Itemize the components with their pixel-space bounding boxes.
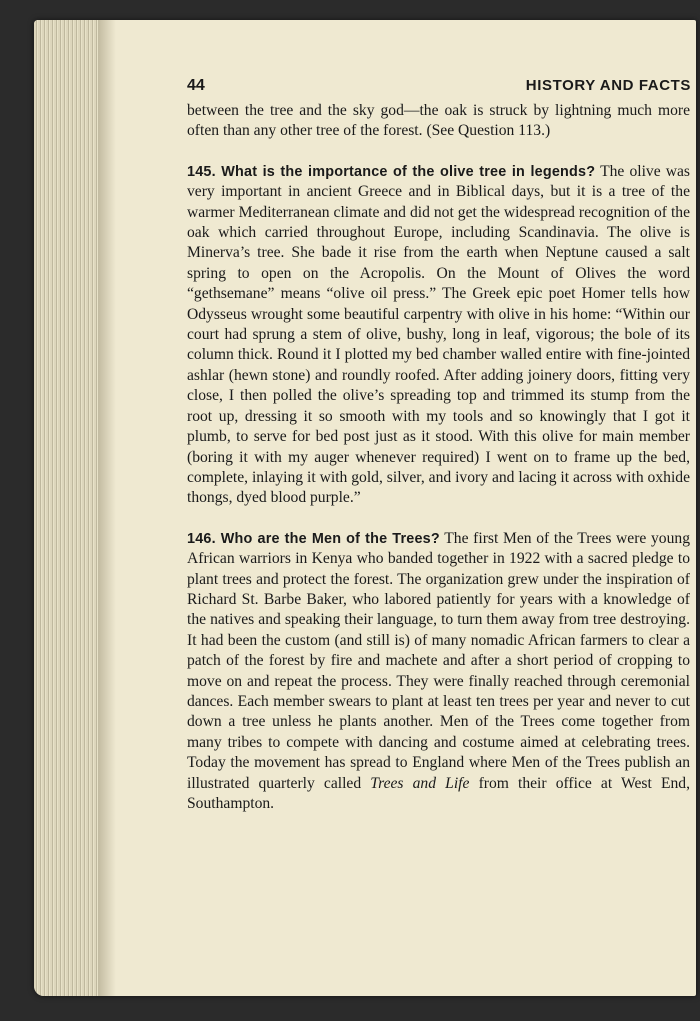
question-answer: The olive was very important in ancient Greece and in Biblical days, but it is a tree of the warmer Mediterranean climate and did not get the widespread recognition of the oak which carried throughout Europe, including Scandinavia. The olive is Minerva’s tree. She bade it rise from the earth when Neptune caused a salt spring to open on the Acropolis. On the Mount of Olives the word “gethsemane” means “olive oil press.” The Greek epic poet Homer tells how Odysseus wrought some beautiful carpentry with olive in his home: “Within our court had sprung a stem of olive, bushy, long in leaf, vigorous; the bole of its column thick. Round it I plotted my bed chamber walled entire with fine-jointed ashlar (hewn stone) and roundly roofed. After adding joinery doors, fitting very close, I then polled the olive’s spreading top and trimmed its stump from the root up, dressing it so smooth with my tools and so knowingly that I got it plumb, to serve for bed post just as it stood. With this olive for main member (boring it with my auger whenever required) I went on to frame up the bed, complete, inlaying it with gold, silver, and ivory and lacing it across with oxhide thongs, dyed blood purple.” [187,162,690,507]
question-answer: The first Men of the Trees were young African warriors in Kenya who banded together in 1922 with a sacred pledge to plant trees and protect the forest. The organization grew under the inspiration of Richard St. Barbe Baker, who labored patiently for years with a knowledge of the natives and speaking their language, to turn them away from tree destroying. It had been the custom (and still is) of many nomadic African farmers to clear a patch of the forest by fire and machete and after a short period of cropping to move on and repeat the process. They were finally reached through ceremonial dances. Each member swears to plant at least ten trees per year and never to cut down a tree unless he plants another. Men of the Trees come together from many tribes to compete with dancing and costume aimed at celebrating trees. Today the movement has spread to England where Men of the Trees publish an illustrated quarterly called [187,529,690,792]
carryover-paragraph: between the tree and the sky god—the oak is struck by lightning much more often than any other tree of the forest. (See Question 113.) [187,102,690,140]
page-number: 44 [187,77,205,94]
page-body [187,101,690,814]
page-header [187,77,691,99]
publication-title: Trees and Life [370,774,470,792]
running-head: HISTORY AND FACTS [525,77,691,94]
question-answer-end: from their office at West End, Southampton. [187,774,690,812]
question-146 [187,529,690,815]
page-stack-edge [34,20,98,996]
question-heading: 146. Who are the Men of the Trees? [187,530,440,547]
gutter-shadow [98,20,116,996]
question-heading: 145. What is the importance of the olive tree in legends? [187,163,596,180]
question-145 [187,162,690,509]
